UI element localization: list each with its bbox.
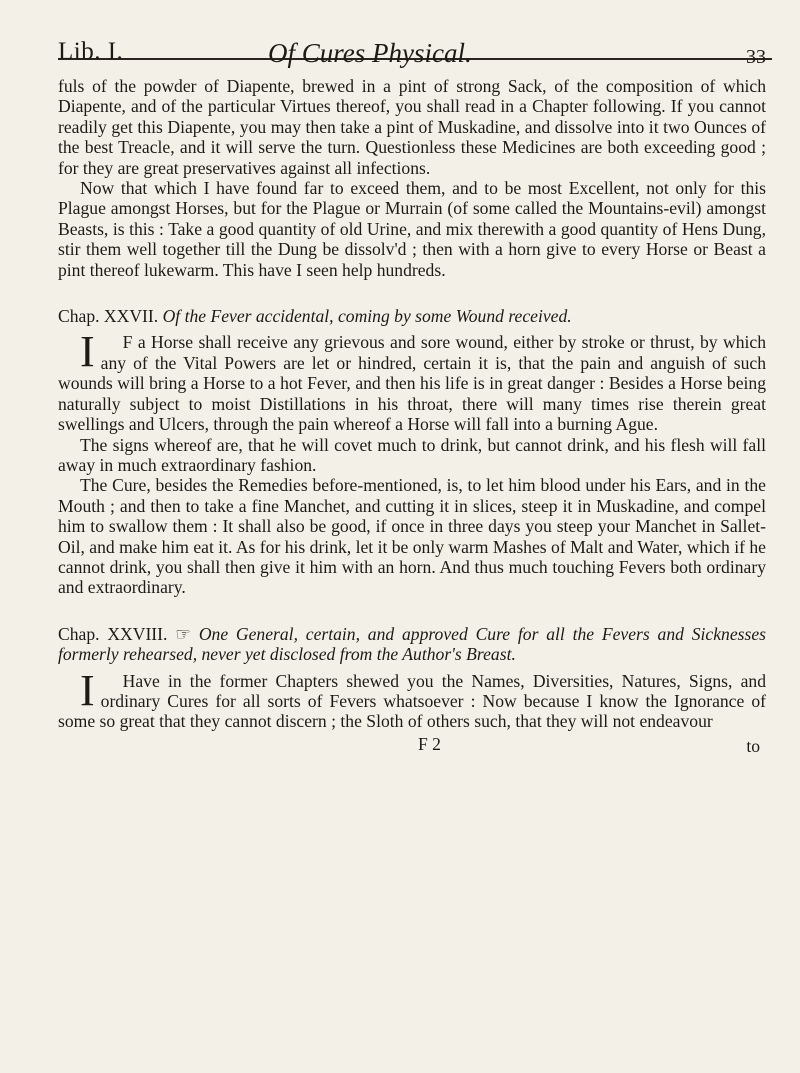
paragraph-cure: The Cure, besides the Remedies before-mentioned, is, to let him blood under his Ears, and in the Mouth ; and then to take a fine Manchet, and cutting it in slices, steep it in Muskadine, and compel him to swallow them : It shall also be good, if once in three days you steep your Manchet in Sallet-Oil, and make him eat it. As for his drink, let it be only warm Mashes of Malt and Water, which if he cannot drink, you shall then give it him with an horn. And thus much touching Fevers both ordinary and extraordinary. bbox=[58, 475, 766, 598]
signature-mark: F 2 bbox=[418, 733, 441, 754]
page-body bbox=[58, 76, 766, 732]
chapter-28-text: Have in the former Chapters shewed you the Names, Diversities, Natures, Signs, and ordinary Cures for all sorts of Fevers whatsoever : Now because I know the Ignorance of some so great that they cannot discern ; the Sloth of others such, that they will not endeavour bbox=[58, 670, 766, 732]
chapter-27-first-paragraph bbox=[58, 327, 766, 435]
pointing-hand-icon: ☞ bbox=[175, 623, 192, 644]
running-header bbox=[58, 0, 772, 68]
paragraph-signs: The signs whereof are, that he will covet much to drink, but cannot drink, and his flesh will fall away in much extraordinary fashion. bbox=[58, 434, 766, 475]
chapter-28-heading bbox=[58, 624, 766, 665]
chapter-28-title: One General, certain, and approved Cure for all the Fevers and Sicknesses formerly rehearsed, never yet disclosed from the Author's Breast. bbox=[58, 623, 766, 665]
catchword: to bbox=[746, 735, 760, 756]
drop-cap: I bbox=[80, 665, 95, 715]
chapter-27-title: Of the Fever accidental, coming by some Wound received. bbox=[162, 306, 572, 327]
chapter-28-label: Chap. XXVIII. bbox=[58, 623, 168, 644]
drop-cap: I bbox=[80, 327, 95, 377]
chapter-28-first-paragraph bbox=[58, 665, 766, 732]
chapter-27-label: Chap. XXVII. bbox=[58, 306, 159, 327]
book-number: Lib. I. bbox=[58, 38, 124, 65]
running-title: Of Cures Physical. bbox=[268, 38, 472, 68]
chapter-27-text: F a Horse shall receive any grievous and sore wound, either by stroke or thrust, by which any of the Vital Powers are let or hindred, certain it is, that the pain and anguish of such wounds will bring a Horse to a hot Fever, and then his life is in great danger : Besides a Horse being naturally subject to moist Distillations in his throat, there will many times rise therein great swellings and Ulcers, through the pain whereof a Horse will fall into a burning Ague. bbox=[58, 332, 766, 435]
paragraph-remedy: Now that which I have found far to exceed them, and to be most Excellent, not only for this Plague amongst Horses, but for the Plague or Murrain (of some called the Mountains-evil) amongst Beasts, is this : Take a good quantity of old Urine, and mix therewith a good quantity of Hens Dung, stir them well together till the Dung be dissolv'd ; then with a horn give to every Horse or Beast a pint thereof lukewarm. This have I seen help hundreds. bbox=[58, 178, 766, 280]
paragraph-continued: fuls of the powder of Diapente, brewed in a pint of strong Sack, of the composition of which Diapente, and of the particular Virtues thereof, you shall read in a Chapter following. If you cannot readily get this Diapente, you may then take a pint of Muskadine, and dissolve into it two Ounces of the best Treacle, and it will serve the turn. Questionless these Medicines are both exceeding good ; for they are great preservatives against all infections. bbox=[58, 76, 766, 178]
page-number: 33 bbox=[746, 46, 766, 68]
page-footer bbox=[58, 734, 766, 758]
chapter-27-heading bbox=[58, 306, 766, 326]
